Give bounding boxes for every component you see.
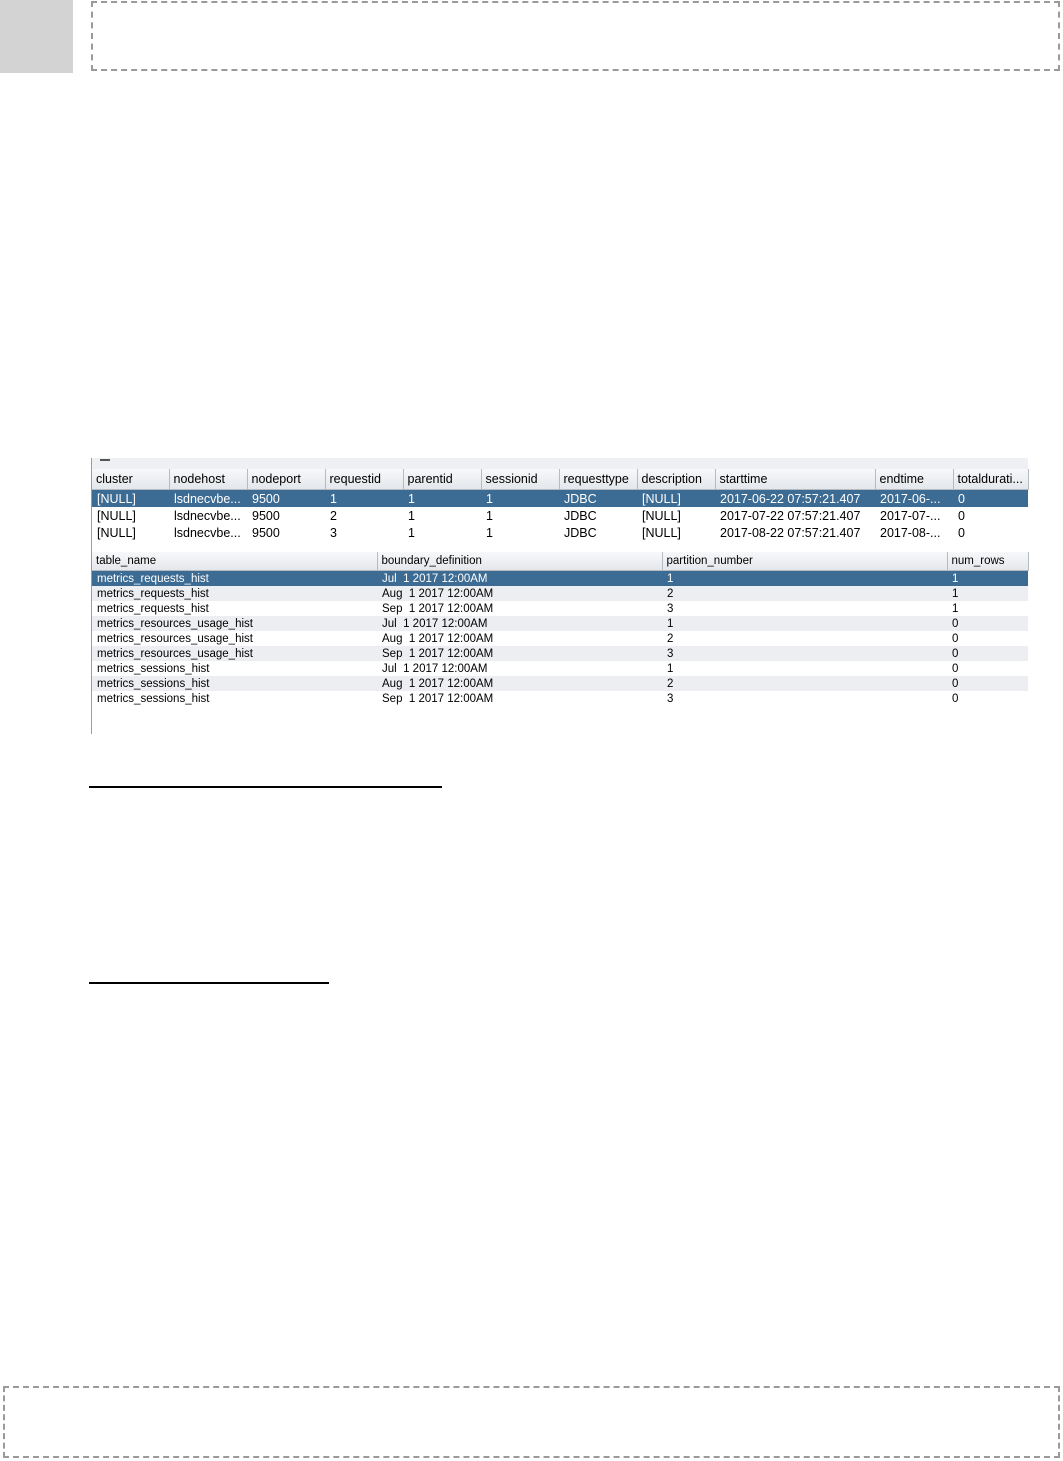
table-cell: 0 [947,646,1028,661]
section-heading-underline [89,982,329,984]
table-cell: Sep 1 2017 12:00AM [382,602,494,615]
table-cell: lsdnecvbe... [174,525,241,540]
table-cell: JDBC [559,490,637,508]
table-cell: 2017-07-... [880,508,941,523]
column-header[interactable]: totaldurati... [953,469,1028,490]
table-cell: 2017-08-... [880,525,941,540]
table-cell: [NULL] [97,508,136,523]
table-cell: 0 [958,508,965,523]
table-cell: 3 [330,525,337,540]
table-cell: 1 [486,525,493,540]
column-header[interactable]: endtime [875,469,953,490]
footer-placeholder-box [3,1386,1060,1458]
table-cell: 2017-08-22 07:57:21.407 [720,525,861,540]
header-placeholder-box [91,1,1060,71]
table-row[interactable] [92,507,1028,524]
table-row[interactable] [92,601,1028,616]
table-cell: 1 [947,586,1028,601]
table-cell: metrics_resources_usage_hist [92,646,377,661]
table-cell: 3 [662,646,947,661]
table-cell: 1 [403,490,481,508]
table-cell: 1 [408,525,415,540]
table-cell: Jul 1 2017 12:00AM [382,662,488,675]
table-cell: 9500 [252,525,280,540]
column-header[interactable]: num_rows [947,552,1028,571]
page-corner-marker [0,0,73,73]
table-cell: 1 [947,571,1028,587]
table-cell: 1 [662,616,947,631]
table-row[interactable] [92,631,1028,646]
table-cell: Jul 1 2017 12:00AM [377,571,662,587]
table-cell: 0 [947,616,1028,631]
query-results-screenshot [91,458,1029,734]
grid-header-row [92,469,1028,490]
table-cell: 1 [486,508,493,523]
table-cell: Jul 1 2017 12:00AM [377,616,662,631]
table-cell: [NULL] [637,490,715,508]
table-cell: 0 [958,525,965,540]
table-cell: 1 [662,571,947,587]
table-cell: 1 [481,490,559,508]
table-cell: 0 [947,676,1028,691]
table-cell: metrics_requests_hist [97,602,209,615]
table-cell: [NULL] [642,525,681,540]
table-cell: 2 [662,676,947,691]
table-cell: lsdnecvbe... [169,490,247,508]
column-header[interactable]: nodehost [169,469,247,490]
table-cell: 2 [662,586,947,601]
table-cell: metrics_sessions_hist [97,662,210,675]
partitions-result-grid [92,552,1029,706]
table-cell: 0 [952,632,959,645]
table-cell: 2017-06-... [875,490,953,508]
table-cell: metrics_sessions_hist [97,692,210,705]
table-row[interactable] [92,524,1028,541]
table-cell: lsdnecvbe... [174,508,241,523]
table-cell: JDBC [564,525,597,540]
column-header[interactable]: boundary_definition [377,552,662,571]
table-cell: Sep 1 2017 12:00AM [377,646,662,661]
table-cell: 1 [667,662,674,675]
column-header[interactable]: table_name [92,552,377,571]
table-cell: 2017-06-22 07:57:21.407 [715,490,875,508]
table-cell: 2 [330,508,337,523]
table-cell: JDBC [564,508,597,523]
table-cell: 1 [952,602,959,615]
table-cell: 0 [952,692,959,705]
table-cell: metrics_resources_usage_hist [92,616,377,631]
table-cell: [NULL] [642,508,681,523]
column-header[interactable]: description [637,469,715,490]
table-cell: 0 [953,490,1028,508]
table-cell: Aug 1 2017 12:00AM [377,586,662,601]
column-header[interactable]: nodeport [247,469,325,490]
table-row[interactable] [92,586,1028,601]
toolbar-tick [100,459,110,461]
requests-result-grid [92,469,1029,541]
section-heading-underline [89,786,442,788]
column-header[interactable]: requesttype [559,469,637,490]
table-row[interactable] [92,646,1028,661]
table-row[interactable] [92,676,1028,691]
table-cell: metrics_requests_hist [92,586,377,601]
table-cell: Aug 1 2017 12:00AM [382,632,494,645]
table-row[interactable] [92,571,1028,587]
table-cell: 9500 [252,508,280,523]
table-cell: 1 [325,490,403,508]
table-cell: metrics_resources_usage_hist [97,632,253,645]
table-cell: Aug 1 2017 12:00AM [377,676,662,691]
table-row[interactable] [92,616,1028,631]
grid-header-row [92,552,1028,571]
table-cell: 9500 [247,490,325,508]
table-cell: 0 [952,662,959,675]
table-cell: 1 [408,508,415,523]
table-cell: metrics_requests_hist [92,571,377,587]
table-row[interactable] [92,691,1028,706]
table-row[interactable] [92,490,1028,508]
column-header[interactable]: starttime [715,469,875,490]
table-row[interactable] [92,661,1028,676]
table-cell: [NULL] [92,490,169,508]
table-cell: Sep 1 2017 12:00AM [382,692,494,705]
column-header[interactable]: parentid [403,469,481,490]
column-header[interactable]: sessionid [481,469,559,490]
table-cell: 2 [667,632,674,645]
table-cell: 3 [667,602,674,615]
column-header[interactable]: partition_number [662,552,947,571]
column-header[interactable]: cluster [92,469,169,490]
table-cell: [NULL] [97,525,136,540]
table-cell: 3 [667,692,674,705]
table-cell: 2017-07-22 07:57:21.407 [720,508,861,523]
column-header[interactable]: requestid [325,469,403,490]
table-cell: metrics_sessions_hist [92,676,377,691]
